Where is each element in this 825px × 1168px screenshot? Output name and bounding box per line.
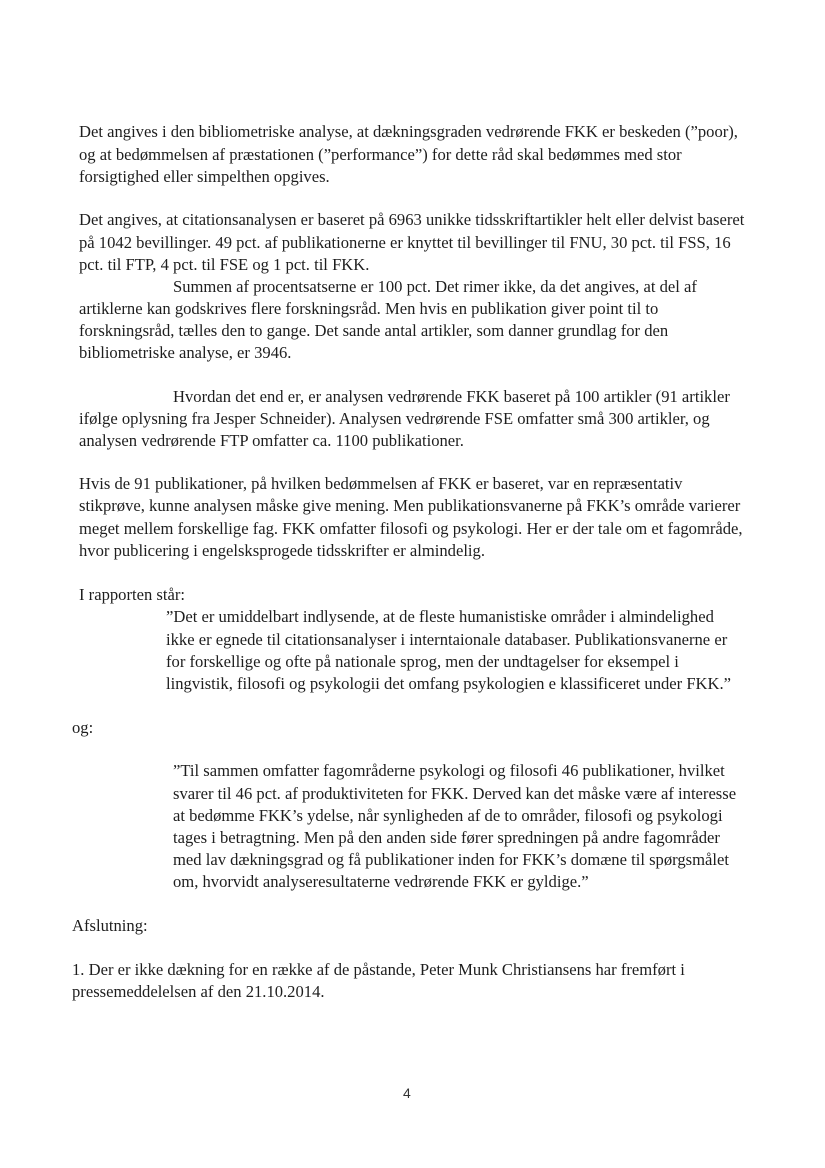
paragraph-1-line-1: Det angives i den bibliometriske analyse, at dækningsgraden vedrørende FKK er beskeden (”poor),	[79, 122, 738, 141]
paragraph-2-line-1: Det angives, at citationsanalysen er baseret på 6963 unikke tidsskriftartikler helt eller delvist baseret	[79, 210, 745, 229]
paragraph-3-line-3: analysen vedrørende FTP omfatter ca. 1100 publikationer.	[79, 431, 464, 450]
quote-2-line-6: om, hvorvidt analyseresultaterne vedrørende FKK er gyldige.”	[173, 872, 589, 891]
conclusion-line-1: 1. Der er ikke dækning for en række af de påstande, Peter Munk Christiansens har fremført i	[72, 960, 685, 979]
quote-1-line-4: lingvistik, filosofi og psykologii det omfang psykologien e klassificeret under FKK.”	[166, 674, 732, 693]
paragraph-2-line-5: artiklerne kan godskrives flere forskningsråd. Men hvis en publikation giver point til to	[79, 299, 659, 318]
paragraph-2-line-6: forskningsråd, tælles den to gange. Det sande antal artikler, som danner grundlag for den	[79, 321, 669, 340]
paragraph-2-line-4: Summen af procentsatserne er 100 pct. Det rimer ikke, da det angives, at del af	[173, 277, 697, 296]
quote-2-line-4: tages i betragtning. Men på den anden side fører spredningen på andre fagområder	[173, 828, 720, 847]
quote-1-line-3: for forskellige og ofte på nationale sprog, men der undtagelser for eksempel i	[166, 652, 679, 671]
quote-2-line-1: ”Til sammen omfatter fagområderne psykologi og filosofi 46 publikationer, hvilket	[173, 761, 725, 780]
paragraph-4-line-3: meget mellem forskellige fag. FKK omfatter filosofi og psykologi. Her er der tale om et fagområde,	[79, 519, 743, 538]
quote-1-line-1: ”Det er umiddelbart indlysende, at de fleste humanistiske områder i almindelighed	[166, 607, 714, 626]
paragraph-4-line-4: hvor publicering i engelsksprogede tidsskrifter er almindelig.	[79, 541, 485, 560]
quote-1-line-2: ikke er egnede til citationsanalyser i interntaionale databaser. Publikationsvanerne er	[166, 630, 728, 649]
paragraph-4-line-1: Hvis de 91 publikationer, på hvilken bedømmelsen af FKK er baseret, var en repræsentativ	[79, 474, 683, 493]
paragraph-4-line-2: stikprøve, kunne analysen måske give mening. Men publikationsvanerne på FKK’s område varierer	[79, 496, 741, 515]
paragraph-og-line-1: og:	[72, 718, 94, 737]
page-number: 4	[403, 1085, 411, 1101]
paragraph-1-line-2: og at bedømmelsen af præstationen (”performance”) for dette råd skal bedømmes med stor	[79, 145, 682, 164]
quote-2-line-5: med lav dækningsgrad og få publikationer inden for FKK’s domæne til spørgsmålet	[173, 850, 729, 869]
conclusion-line-2: pressemeddelelsen af den 21.10.2014.	[72, 982, 325, 1001]
heading-afslutning: Afslutning:	[72, 916, 148, 935]
paragraph-2-line-2: på 1042 bevillinger. 49 pct. af publikationerne er knyttet til bevillinger til FNU, 30 pct. til FSS, 16	[79, 233, 731, 252]
paragraph-5-line-1: I rapporten står:	[79, 585, 185, 604]
paragraph-2-line-7: bibliometriske analyse, er 3946.	[79, 343, 292, 362]
paragraph-3-line-2: ifølge oplysning fra Jesper Schneider). Analysen vedrørende FSE omfatter små 300 artikler, og	[79, 409, 710, 428]
quote-2-line-2: svarer til 46 pct. af produktiviteten for FKK. Derved kan det måske være af interesse	[173, 784, 737, 803]
quote-2-line-3: at bedømme FKK’s ydelse, når synligheden af de to områder, filosofi og psykologi	[173, 806, 723, 825]
paragraph-2-line-3: pct. til FTP, 4 pct. til FSE og 1 pct. til FKK.	[79, 255, 370, 274]
paragraph-3-line-1: Hvordan det end er, er analysen vedrørende FKK baseret på 100 artikler (91 artikler	[173, 387, 730, 406]
paragraph-1-line-3: forsigtighed eller simpelthen opgives.	[79, 167, 330, 186]
